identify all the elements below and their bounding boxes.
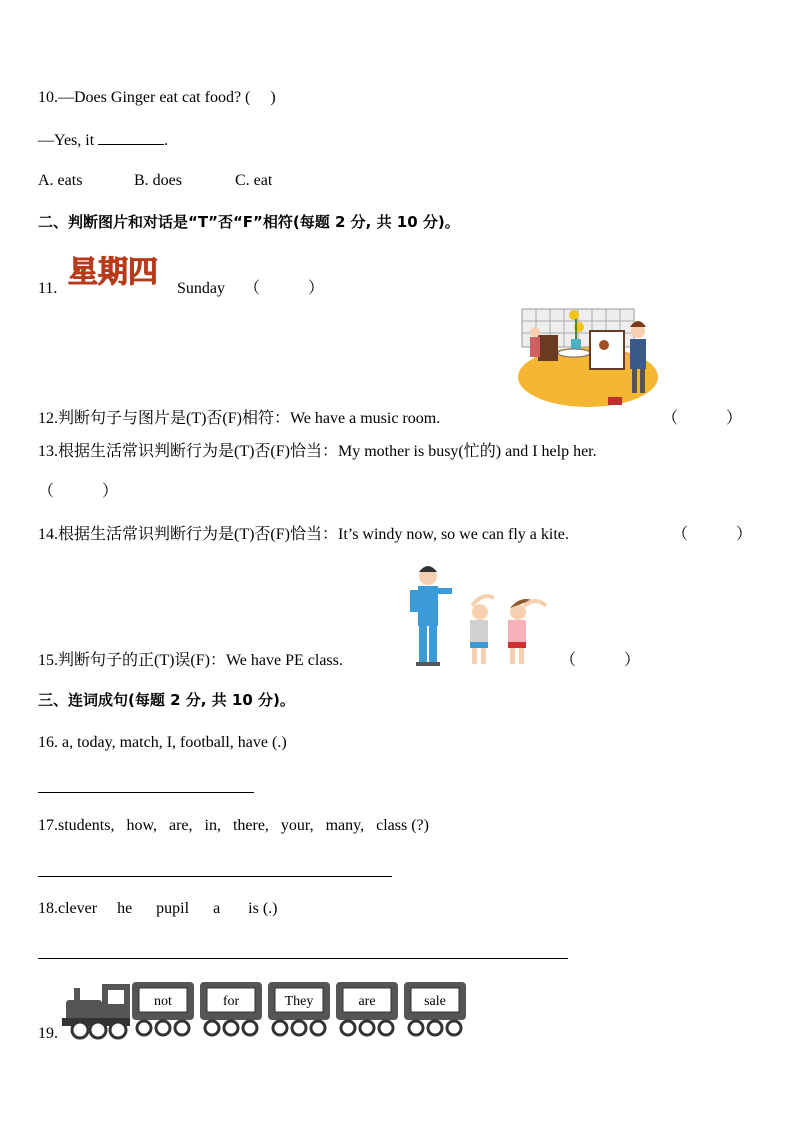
train-word-3: They	[284, 994, 314, 1009]
q10-option-b: B. does	[134, 172, 182, 189]
section3-heading: 三、连词成句(每题 2 分, 共 10 分)。	[38, 691, 295, 709]
q13-text: 13.根据生活常识判断行为是(T)否(F)恰当：My mother is busy(忙的) and I help her.	[38, 443, 597, 460]
q10-question: 10.—Does Ginger eat cat food? ( )	[38, 89, 276, 106]
q10-option-c: C. eat	[235, 172, 273, 189]
train-car-2	[200, 982, 262, 1035]
q14-text: 14.根据生活常识判断行为是(T)否(F)恰当：It’s windy now, so we can fly a kite.	[38, 526, 569, 543]
train-word-5: sale	[424, 994, 446, 1009]
q14-paren[interactable]: （ ）	[672, 526, 753, 543]
q11-paren[interactable]: （ ）	[244, 280, 325, 297]
q10-answer-blank[interactable]	[98, 130, 164, 145]
q11-number: 11.	[38, 280, 58, 297]
calendar-char-1: 星期四	[68, 255, 158, 290]
train-car-4	[336, 982, 398, 1035]
q10-answer-prefix: —Yes, it	[38, 132, 95, 149]
train-word-2: for	[222, 994, 240, 1009]
q18-text: 18.clever he pupil a is (.)	[38, 900, 278, 917]
train-word-1: not	[154, 994, 172, 1009]
q11-text: Sunday	[177, 280, 225, 297]
locomotive-icon	[62, 984, 130, 1038]
section2-heading: 二、判断图片和对话是“T”否“F”相符(每题 2 分, 共 10 分)。	[38, 213, 460, 231]
q13-paren[interactable]: （ ）	[38, 483, 119, 500]
q15-paren[interactable]: （ ）	[560, 652, 641, 669]
q17-text: 17.students, how, are, in, there, your, many, class (?)	[38, 817, 429, 834]
word-train-image	[60, 978, 470, 1040]
q12-text: 12.判断句子与图片是(T)否(F)相符：We have a music room.	[38, 410, 441, 427]
q19-number: 19.	[38, 1025, 58, 1042]
train-car-1	[132, 982, 194, 1035]
q12-paren[interactable]: （ ）	[662, 410, 743, 427]
pe-class-image	[404, 562, 554, 670]
train-car-5	[404, 982, 466, 1035]
q15-text: 15.判断句子的正(T)误(F)：We have PE class.	[38, 652, 343, 669]
q16-answer-line[interactable]	[38, 792, 254, 793]
q18-answer-line[interactable]	[38, 958, 568, 959]
q10-answer-line	[38, 130, 168, 151]
thursday-calendar-image	[66, 250, 170, 290]
q10-answer-suffix: .	[164, 132, 169, 149]
train-car-3	[268, 982, 330, 1035]
art-room-image	[516, 305, 666, 415]
q10-option-a: A. eats	[38, 172, 83, 189]
q17-answer-line[interactable]	[38, 876, 392, 877]
train-word-4: are	[358, 994, 376, 1009]
q16-text: 16. a, today, match, I, football, have (.)	[38, 734, 287, 751]
